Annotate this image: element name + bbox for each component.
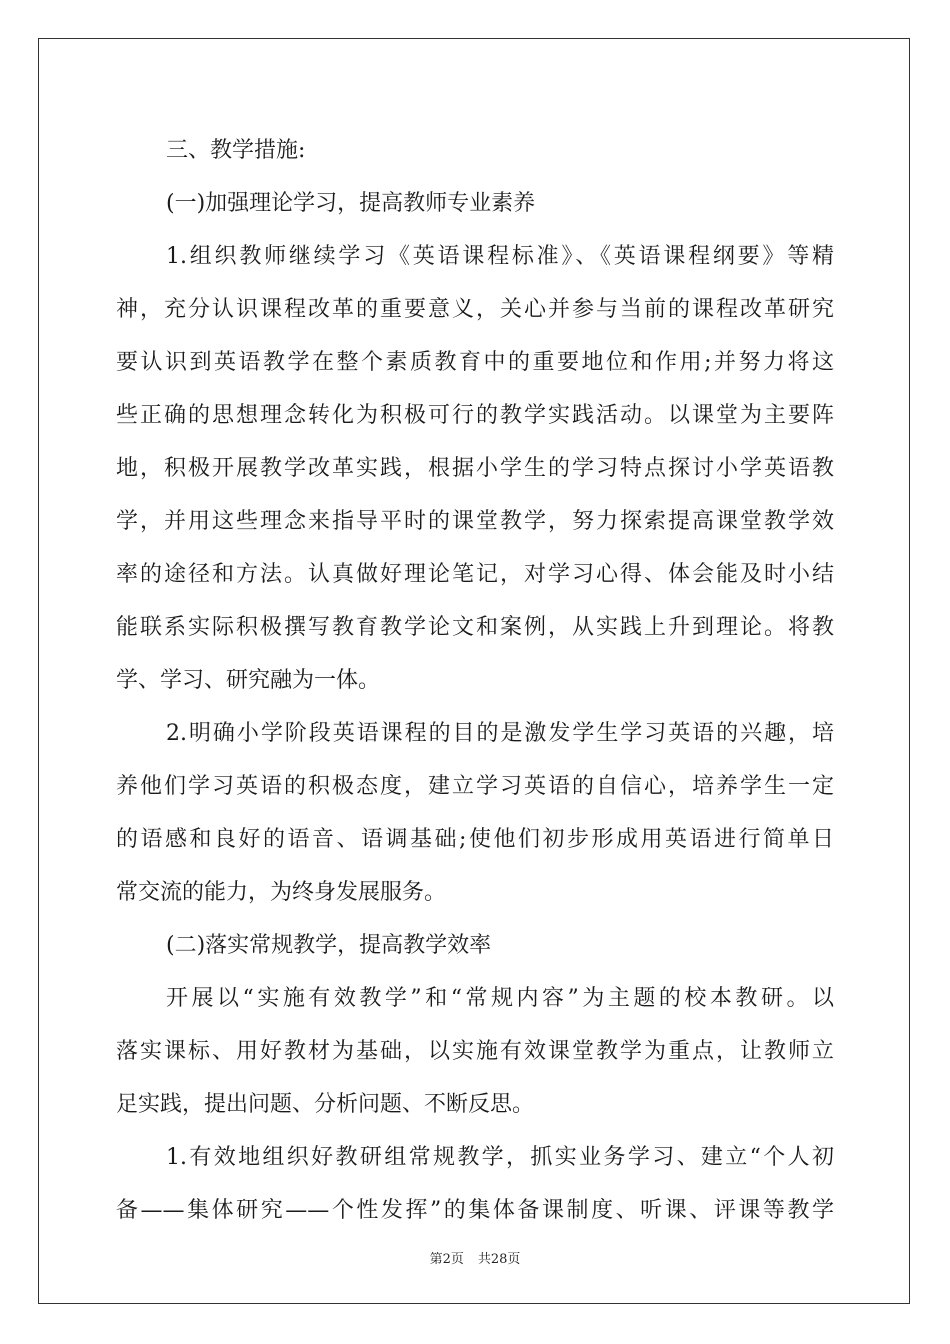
text-line: 要认识到英语教学在整个素质教育中的重要地位和作用;并努力将这 bbox=[116, 350, 834, 375]
text-line: 落实课标、用好教材为基础，以实施有效课堂教学为重点，让教师立 bbox=[116, 1039, 834, 1064]
text-line: 1.有效地组织好教研组常规教学，抓实业务学习、建立“个人初 bbox=[166, 1145, 834, 1170]
text-line: 三、教学措施: bbox=[166, 138, 306, 163]
text-line: 学、学习、研究融为一体。 bbox=[116, 668, 381, 693]
text-line: 能联系实际积极撰写教育教学论文和案例，从实践上升到理论。将教 bbox=[116, 615, 834, 640]
text-line: 率的途径和方法。认真做好理论笔记，对学习心得、体会能及时小结 bbox=[116, 562, 834, 587]
document-body bbox=[116, 124, 834, 1237]
text-line: 备——集体研究——个性发挥”的集体备课制度、听课、评课等教学 bbox=[116, 1198, 834, 1223]
text-line: 些正确的思想理念转化为积极可行的教学实践活动。以课堂为主要阵 bbox=[116, 403, 834, 428]
page-total: 共28页 bbox=[477, 1252, 521, 1267]
text-line: (二)落实常规教学，提高教学效率 bbox=[166, 933, 492, 958]
text-line: 地，积极开展教学改革实践，根据小学生的学习特点探讨小学英语教 bbox=[116, 456, 834, 481]
page-number: 第2页 bbox=[429, 1252, 464, 1267]
text-line: 常交流的能力，为终身发展服务。 bbox=[116, 880, 447, 905]
text-line: 学，并用这些理念来指导平时的课堂教学，努力探索提高课堂教学效 bbox=[116, 509, 834, 534]
text-line: 的语感和良好的语音、语调基础;使他们初步形成用英语进行简单日 bbox=[116, 827, 834, 852]
text-line: 2.明确小学阶段英语课程的目的是激发学生学习英语的兴趣，培 bbox=[166, 721, 834, 746]
text-line: 开展以“实施有效教学”和“常规内容”为主题的校本教研。以 bbox=[166, 986, 834, 1011]
text-line: 神，充分认识课程改革的重要意义，关心并参与当前的课程改革研究 bbox=[116, 297, 834, 322]
text-line: 1.组织教师继续学习《英语课程标准》、《英语课程纲要》等精 bbox=[166, 244, 834, 269]
text-line: 养他们学习英语的积极态度，建立学习英语的自信心，培养学生一定 bbox=[116, 774, 834, 799]
text-line: 足实践，提出问题、分析问题、不断反思。 bbox=[116, 1092, 535, 1117]
text-line: (一)加强理论学习，提高教师专业素养 bbox=[166, 191, 536, 216]
page-footer bbox=[0, 1248, 950, 1267]
